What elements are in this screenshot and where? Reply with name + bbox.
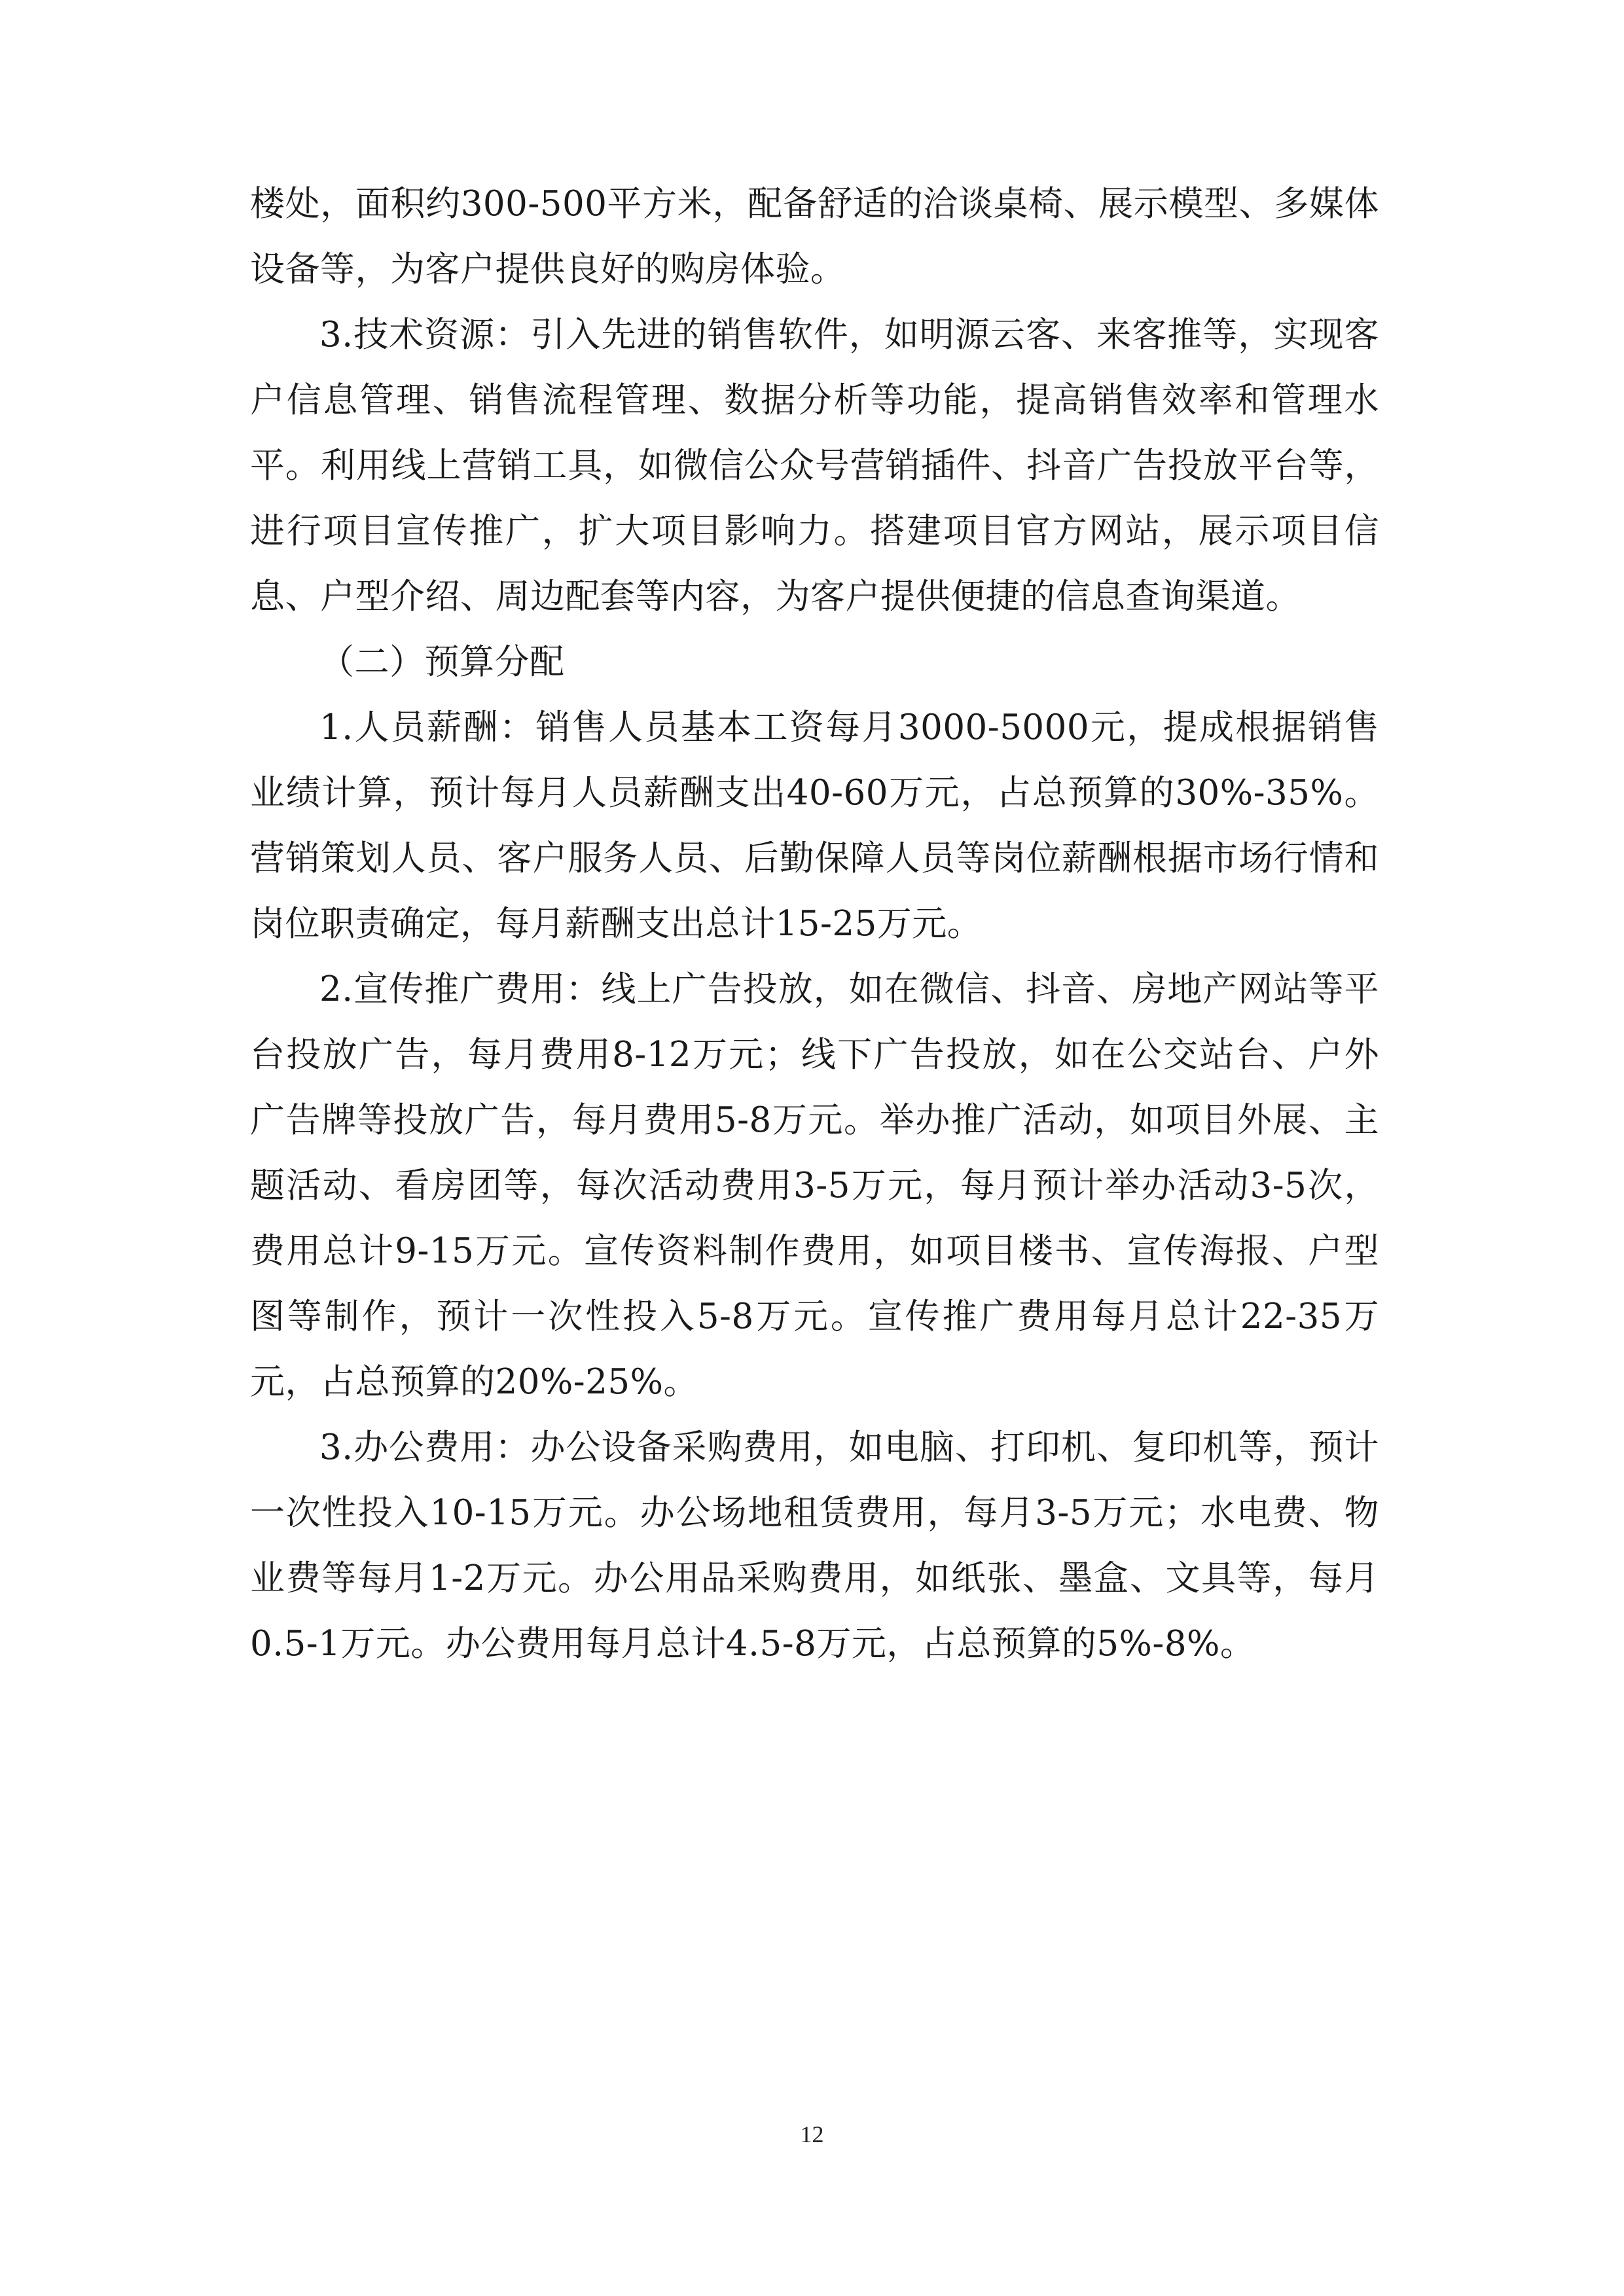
body-text bbox=[250, 171, 1379, 1677]
paragraph-promotion-costs: 2.宣传推广费用：线上广告投放，如在微信、抖音、房地产网站等平台投放广告，每月费用8-12万元；线下广告投放，如在公交站台、户外广告牌等投放广告，每月费用5-8万元。举办推广活动，如项目外展、主题活动、看房团等，每次活动费用3-5万元，每月预计举办活动3-5次，费用总计9-15万元。宣传资料制作费用，如项目楼书、宣传海报、户型图等制作，预计一次性投入5-8万元。宣传推广费用每月总计22-35万元，占总预算的20%-25%。 bbox=[250, 969, 1379, 1402]
page-number: 12 bbox=[800, 2121, 824, 2147]
paragraph-technical-resources: 3.技术资源：引入先进的销售软件，如明源云客、来客推等，实现客户信息管理、销售流程管理、数据分析等功能，提高销售效率和管理水平。利用线上营销工具，如微信公众号营销插件、抖音广告投放平台等，进行项目宣传推广，扩大项目影响力。搭建项目官方网站，展示项目信息、户型介绍、周边配套等内容，为客户提供便捷的信息查询渠道。 bbox=[250, 315, 1379, 617]
paragraph-venue-continuation: 楼处，面积约300-500平方米，配备舒适的洽谈桌椅、展示模型、多媒体设备等，为客户提供良好的购房体验。 bbox=[250, 184, 1379, 289]
paragraph-office-costs: 3.办公费用：办公设备采购费用，如电脑、打印机、复印机等，预计一次性投入10-15万元。办公场地租赁费用，每月3-5万元；水电费、物业费等每月1-2万元。办公用品采购费用，如纸张、墨盒、文具等，每月0.5-1万元。办公费用每月总计4.5-8万元，占总预算的5%-8%。 bbox=[250, 1427, 1379, 1664]
paragraph-staff-salary: 1.人员薪酬：销售人员基本工资每月3000-5000元，提成根据销售业绩计算，预计每月人员薪酬支出40-60万元，占总预算的30%-35%。营销策划人员、客户服务人员、后勤保障人员等岗位薪酬根据市场行情和岗位职责确定，每月薪酬支出总计15-25万元。 bbox=[250, 708, 1379, 944]
section-heading-budget-allocation: （二）预算分配 bbox=[319, 642, 565, 682]
